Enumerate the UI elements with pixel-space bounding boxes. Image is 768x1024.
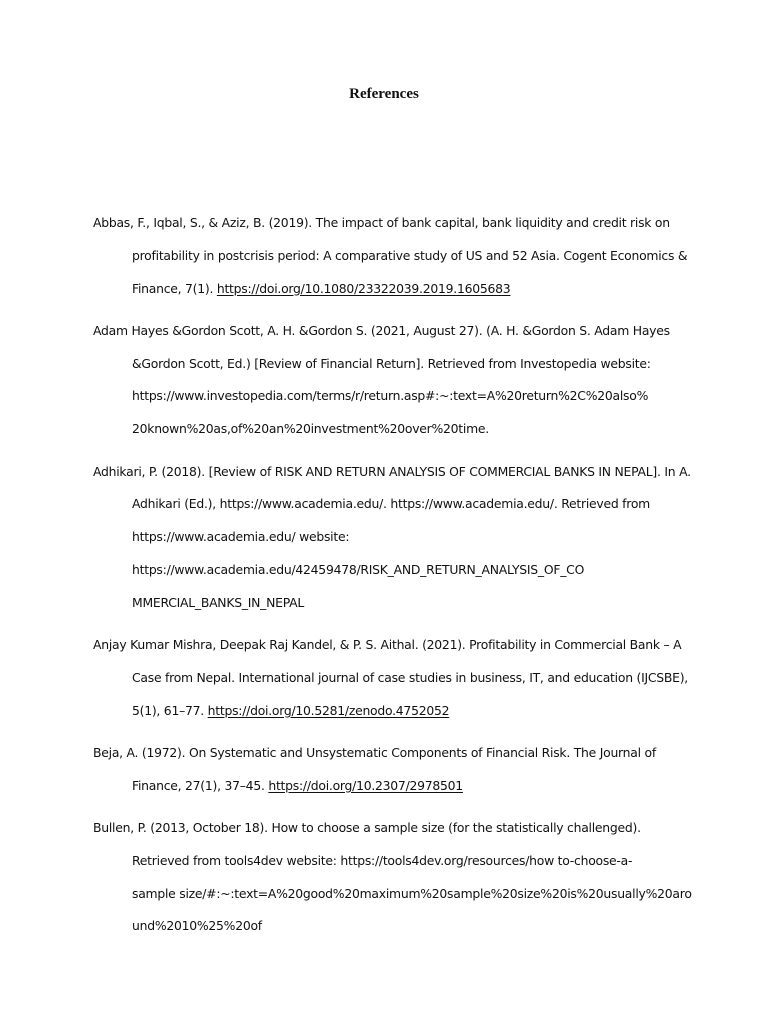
reference-entry <box>93 743 693 809</box>
reference-text: MMERCIAL_BANKS_IN_NEPAL <box>132 594 305 610</box>
reference-text: Adhikari (Ed.), https://www.academia.edu/. https://www.academia.edu/. Retrieved from <box>132 496 650 512</box>
reference-text: 5(1), 61–77. <box>132 702 208 718</box>
reference-text: Finance, 27(1), 37–45. <box>132 777 269 793</box>
reference-line <box>93 776 693 809</box>
reference-entry <box>93 321 693 452</box>
reference-text: Anjay Kumar Mishra, Deepak Raj Kandel, & P. S. Aithal. (2021). Profitability in Commercial Bank – A <box>93 637 682 653</box>
reference-line <box>93 593 693 626</box>
reference-text: &Gordon Scott, Ed.) [Review of Financial Return]. Retrieved from Investopedia website: <box>132 355 651 371</box>
reference-line <box>93 916 693 949</box>
reference-line <box>93 743 693 776</box>
reference-entry <box>93 462 693 626</box>
reference-line <box>93 213 693 246</box>
reference-text: https://www.academia.edu/42459478/RISK_AND_RETURN_ANALYSIS_OF_CO <box>132 561 585 577</box>
reference-text: Retrieved from tools4dev website: https://tools4dev.org/resources/how to-choose-a- <box>132 852 633 868</box>
reference-entry <box>93 635 693 733</box>
doi-link[interactable]: https://doi.org/10.5281/zenodo.4752052 <box>207 702 450 718</box>
reference-line <box>93 818 693 851</box>
reference-line <box>93 462 693 495</box>
reference-text: sample size/#:~:text=A%20good%20maximum%20sample%20size%20is%20usually%20aro <box>132 885 692 901</box>
reference-line <box>93 419 693 452</box>
reference-line <box>93 494 693 527</box>
reference-line <box>93 884 693 917</box>
reference-line <box>93 701 693 734</box>
reference-text: profitability in postcrisis period: A comparative study of US and 52 Asia. Cogent Economics & <box>132 247 688 263</box>
reference-line <box>93 279 693 312</box>
reference-text: Adhikari, P. (2018). [Review of RISK AND RETURN ANALYSIS OF COMMERCIAL BANKS IN NEPAL]. In A. <box>93 463 691 479</box>
reference-line <box>93 386 693 419</box>
reference-entry <box>93 818 693 949</box>
page-title: References <box>349 86 419 102</box>
reference-line <box>93 635 693 668</box>
reference-line <box>93 527 693 560</box>
doi-link[interactable]: https://doi.org/10.1080/23322039.2019.1605683 <box>216 280 511 296</box>
reference-line <box>93 668 693 701</box>
reference-text: Case from Nepal. International journal of case studies in business, IT, and education (IJCSBE), <box>132 669 688 685</box>
reference-text: https://www.academia.edu/ website: <box>132 529 350 545</box>
reference-text: 20known%20as,of%20an%20investment%20over%20time. <box>132 421 489 437</box>
reference-list <box>93 213 693 959</box>
reference-line <box>93 321 693 354</box>
reference-text: Abbas, F., Iqbal, S., & Aziz, B. (2019). The impact of bank capital, bank liquidity and credit risk on <box>93 215 670 230</box>
reference-entry <box>93 213 693 311</box>
reference-text: Adam Hayes &Gordon Scott, A. H. &Gordon S. (2021, August 27). (A. H. &Gordon S. Adam Hayes <box>93 322 670 338</box>
reference-text: https://www.investopedia.com/terms/r/return.asp#:~:text=A%20return%2C%20also% <box>132 388 649 404</box>
reference-text: Beja, A. (1972). On Systematic and Unsystematic Components of Financial Risk. The Journal of <box>93 744 656 760</box>
doi-link[interactable]: https://doi.org/10.2307/2978501 <box>268 777 463 793</box>
reference-text: Finance, 7(1). <box>132 280 217 296</box>
reference-line <box>93 560 693 593</box>
reference-text: und%2010%25%20of <box>132 918 262 934</box>
reference-line <box>93 354 693 387</box>
reference-text: Bullen, P. (2013, October 18). How to choose a sample size (for the statistically challenged). <box>93 820 641 836</box>
reference-line <box>93 246 693 279</box>
reference-line <box>93 851 693 884</box>
